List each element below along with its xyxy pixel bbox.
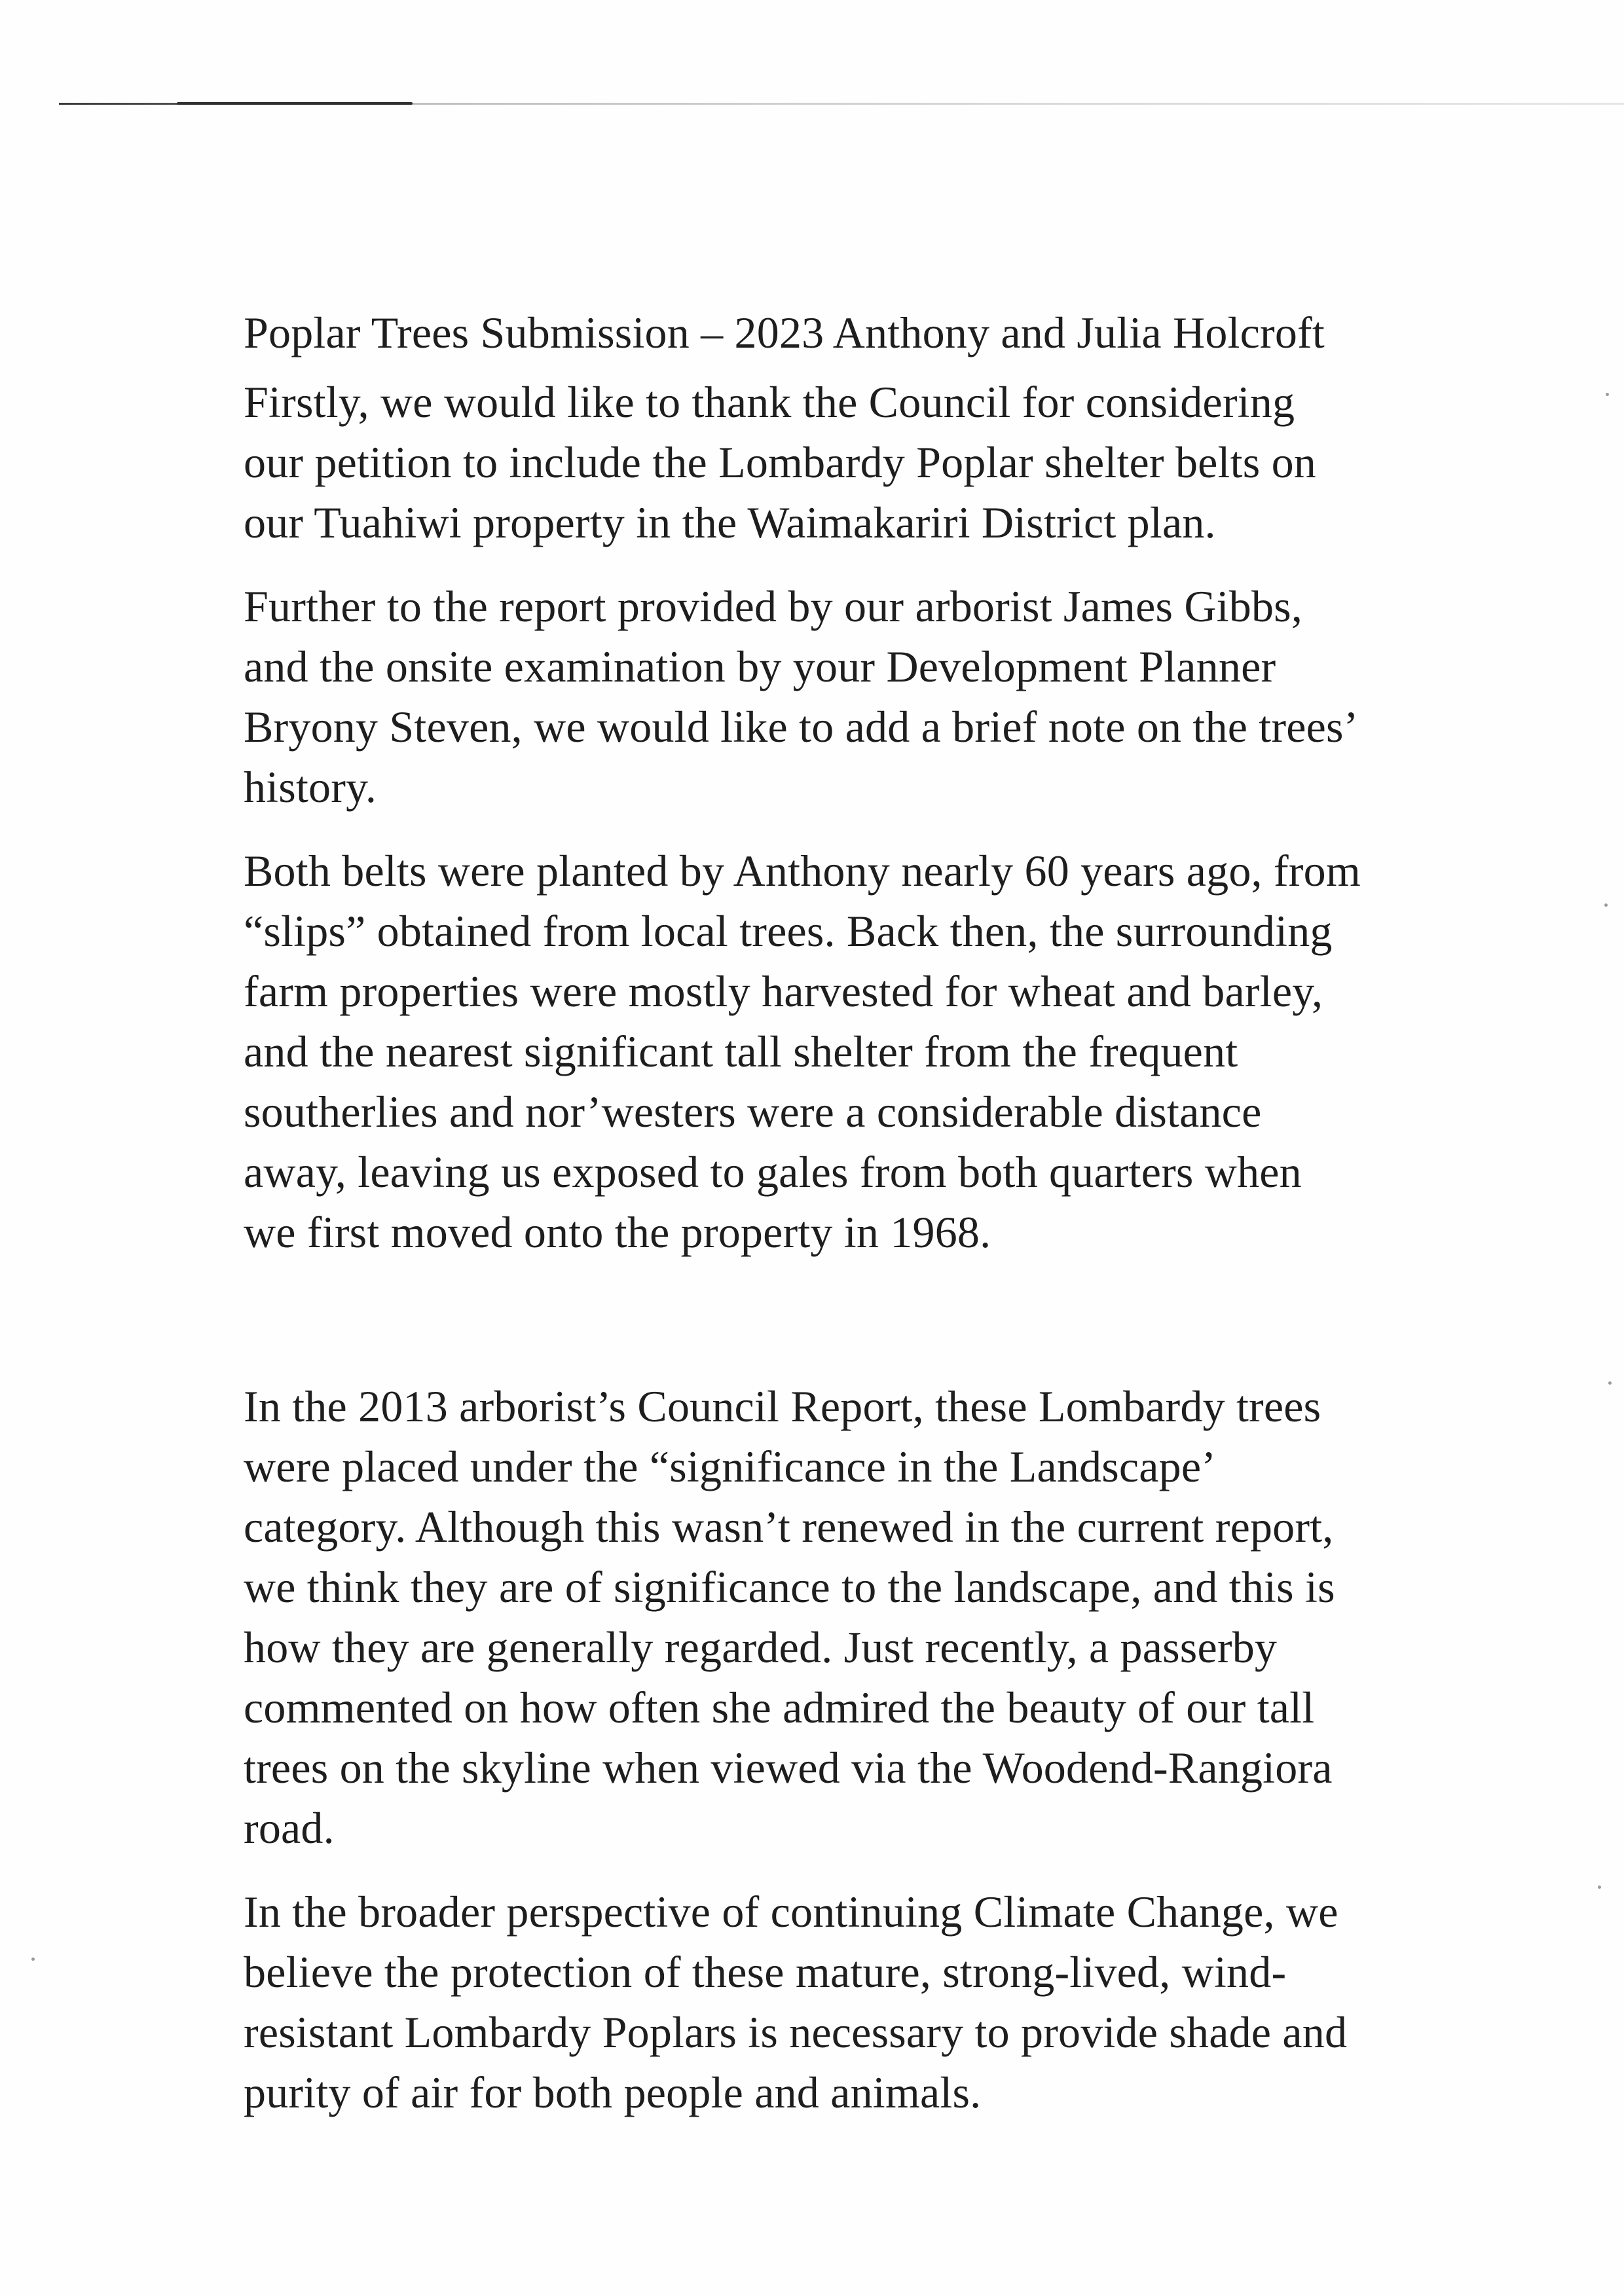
scan-speck: [1604, 903, 1608, 907]
scan-speck: [1606, 393, 1609, 396]
paragraph-gap: [244, 1286, 1488, 1376]
scan-speck: [31, 1958, 35, 1961]
paragraph-history: Both belts were planted by Anthony nearly 60 years ago, from “slips” obtained from local trees. Back then, the surrounding farm properties were mostly harvested for wheat and barley, and the nearest significant tall shelter from the frequent southerlies and nor’westers were a considerable distance away, leaving us exposed to gales from both quarters when we first moved onto the property in 1968.: [244, 846, 1361, 1257]
paragraph-climate-change: In the broader perspective of continuing Climate Change, we believe the protection of these mature, strong-lived, wind- resistant Lombardy Poplars is necessary to provide shade and purity of air for both people and animals.: [244, 1887, 1348, 2117]
scan-speck: [1598, 1886, 1601, 1889]
top-scan-line-dark-segment: [177, 102, 413, 105]
document-title: Poplar Trees Submission – 2023 Anthony and Julia Holcroft: [244, 308, 1325, 357]
paragraph-report-context: Further to the report provided by our arborist James Gibbs, and the onsite examination by your Development Planner Bryony Steven, we would like to add a brief note on the trees’ history.: [244, 581, 1359, 812]
document-body: [244, 302, 1488, 2146]
paragraph-landscape-significance: In the 2013 arborist’s Council Report, these Lombardy trees were placed under the “significance in the Landscape’ category. Although this wasn’t renewed in the current report, we think they are of significance to the landscape, and this is how they are generally regarded. Just recently, a passerby commented on how often she admired the beauty of our tall trees on the skyline when viewed via the Woodend-Rangiora road.: [244, 1381, 1335, 1853]
scan-speck: [1608, 1381, 1612, 1385]
paragraph-thanks: Firstly, we would like to thank the Council for considering our petition to include the Lombardy Poplar shelter belts on our Tuahiwi property in the Waimakariri District plan.: [244, 377, 1316, 547]
